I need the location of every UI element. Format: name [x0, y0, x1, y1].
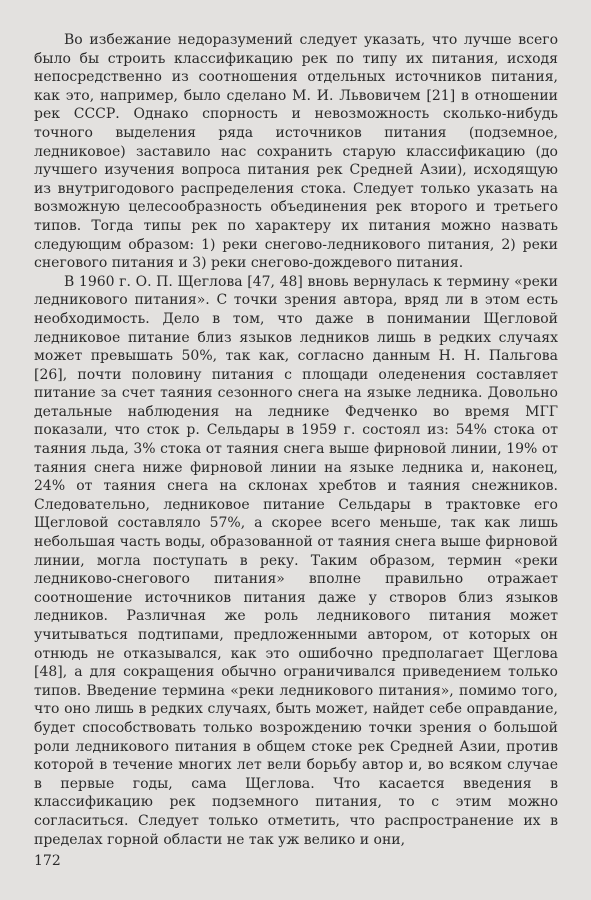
page-number: 172: [34, 853, 61, 869]
paragraph-2: В 1960 г. О. П. Щеглова [47, 48] вновь вернулась к термину «реки ледникового питания». С точки зрения автора, вряд ли в этом есть необходимость. Дело в том, что даже в понимании Щегловой ледниковое питание близ языков ледников лишь в редких случаях может превышать 50%, так как, согласно данным Н. Н. Пальгова [26], почти половину питания с площади оледенения составляет питание за счет таяния сезонного снега на языке ледника. Довольно детальные наблюдения на леднике Федченко во время МГГ показали, что сток р. Сельдары в 1959 г. состоял из: 54% стока от таяния льда, 3% стока от таяния снега выше фирновой линии, 19% от таяния снега ниже фирновой линии на языке ледника и, наконец, 24% от таяния снега на склонах хребтов и таяния снежников. Следовательно, ледниковое питание Сельдары в трактовке его Щегловой составляло 57%, а скорее всего меньше, так как лишь небольшая часть воды, образованной от таяния снега выше фирновой линии, могла поступать в реку. Таким образом, термин «реки ледниково-снегового питания» вполне правильно отражает соотношение источников питания даже у створов близ языков ледников. Различная же роль ледникового питания может учитываться подтипами, предложенными автором, от которых он отнюдь не отказывался, как это ошибочно предполагает Щеглова [48], а для сокращения обычно ограничивался приведением только типов. Введение термина «реки ледникового питания», помимо того, что оно лишь в редких случаях, быть может, найдет себе оправдание, будет способствовать только возрождению точки зрения о большой роли ледникового питания в общем стоке рек Средней Азии, против которой в течение многих лет вели борьбу автор и, во всяком случае в первые годы, сама Щеглова. Что касается введения в классификацию рек подземного питания, то с этим можно согласиться. Следует только отметить, что распространение их в пределах горной области не так уж велико и они,: [34, 273, 558, 848]
body-text: [34, 31, 558, 849]
paragraph-1: Во избежание недоразумений следует указать, что лучше всего было бы строить классификацию рек по типу их питания, исходя непосредственно из соотношения отдельных источников питания, как это, например, было сделано М. И. Львовичем [21] в отношении рек СССР. Однако спорность и невозможность сколько-нибудь точного выделения ряда источников питания (подземное, ледниковое) заставило нас сохранить старую классификацию (до лучшего изучения вопроса питания рек Средней Азии), исходящую из внутригодового распределения стока. Следует только указать на возможную целесообразность объединения рек второго и третьего типов. Тогда типы рек по характеру их питания можно назвать следующим образом: 1) реки снегово-ледникового питания, 2) реки снегового питания и 3) реки снегово-дождевого питания.: [34, 32, 558, 272]
